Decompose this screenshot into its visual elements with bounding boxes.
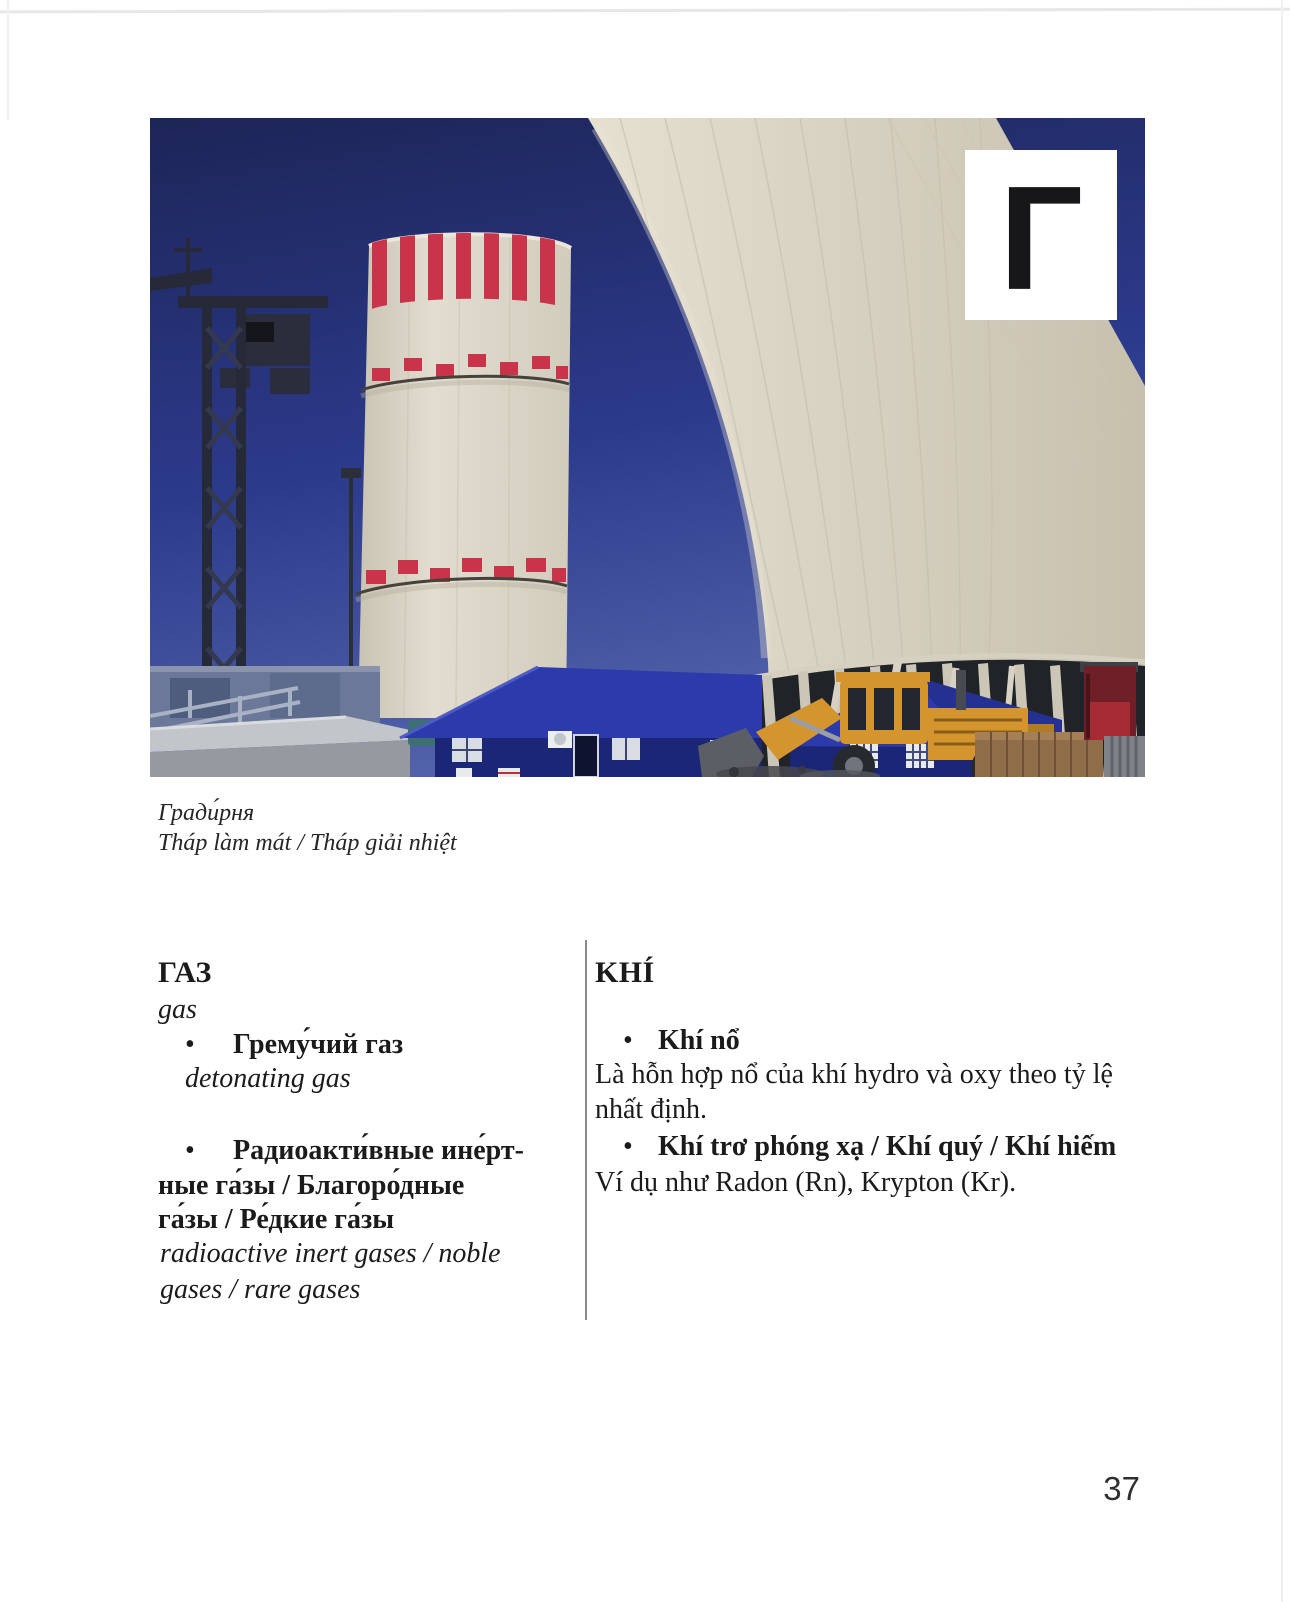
term-translation: detonating gas <box>185 1063 351 1094</box>
column-divider <box>585 940 587 1320</box>
section-letter: Г <box>999 155 1083 321</box>
striped-cooling-tower <box>356 218 571 718</box>
term-russian: Радиоакти́вные ине́рт- <box>233 1135 524 1166</box>
term-russian-continued: га́зы / Ре́дкие га́зы <box>158 1204 395 1235</box>
right-column <box>595 955 1145 1325</box>
bullet-icon: • <box>185 1135 195 1166</box>
definition: Là hỗn hợp nổ của khí hydro và oxy theo tỷ lệ <box>595 1059 1113 1090</box>
headword-translation: gas <box>158 994 197 1025</box>
caption-vietnamese: Tháp làm mát / Tháp giải nhiệt <box>158 830 457 856</box>
red-equipment <box>1080 662 1138 740</box>
grey-container <box>1104 736 1145 777</box>
headword-vietnamese: KHÍ <box>595 956 655 989</box>
section-letter-box <box>965 150 1117 320</box>
bullet-icon: • <box>185 1029 195 1060</box>
term-translation-continued: gases / rare gases <box>160 1274 361 1305</box>
wooden-crate <box>975 732 1103 777</box>
left-column <box>158 955 568 1325</box>
bullet-icon: • <box>623 1131 633 1162</box>
page-edge-artifact-top <box>0 8 1290 14</box>
definition: Ví dụ như Radon (Rn), Krypton (Kr). <box>595 1167 1017 1198</box>
page-number: 37 <box>1103 1470 1140 1507</box>
term-translation: radioactive inert gases / noble <box>160 1238 501 1269</box>
term-vietnamese: Khí trơ phóng xạ / Khí quý / Khí hiếm <box>658 1131 1117 1162</box>
page-edge-artifact-left <box>7 0 9 120</box>
photo-caption <box>158 798 457 858</box>
page-edge-artifact-right <box>1281 0 1283 1602</box>
caption-russian: Гради́рня <box>158 800 255 826</box>
definition-continued: nhất định. <box>595 1094 707 1125</box>
term-russian: Грему́чий газ <box>233 1029 404 1060</box>
bullet-icon: • <box>623 1025 633 1056</box>
cooling-tower-photo <box>150 118 1145 777</box>
grey-shed <box>150 716 454 777</box>
headword-russian: ГАЗ <box>158 956 212 989</box>
term-vietnamese: Khí nổ <box>658 1025 740 1056</box>
term-russian-continued: ные га́зы / Благоро́дные <box>158 1170 465 1201</box>
